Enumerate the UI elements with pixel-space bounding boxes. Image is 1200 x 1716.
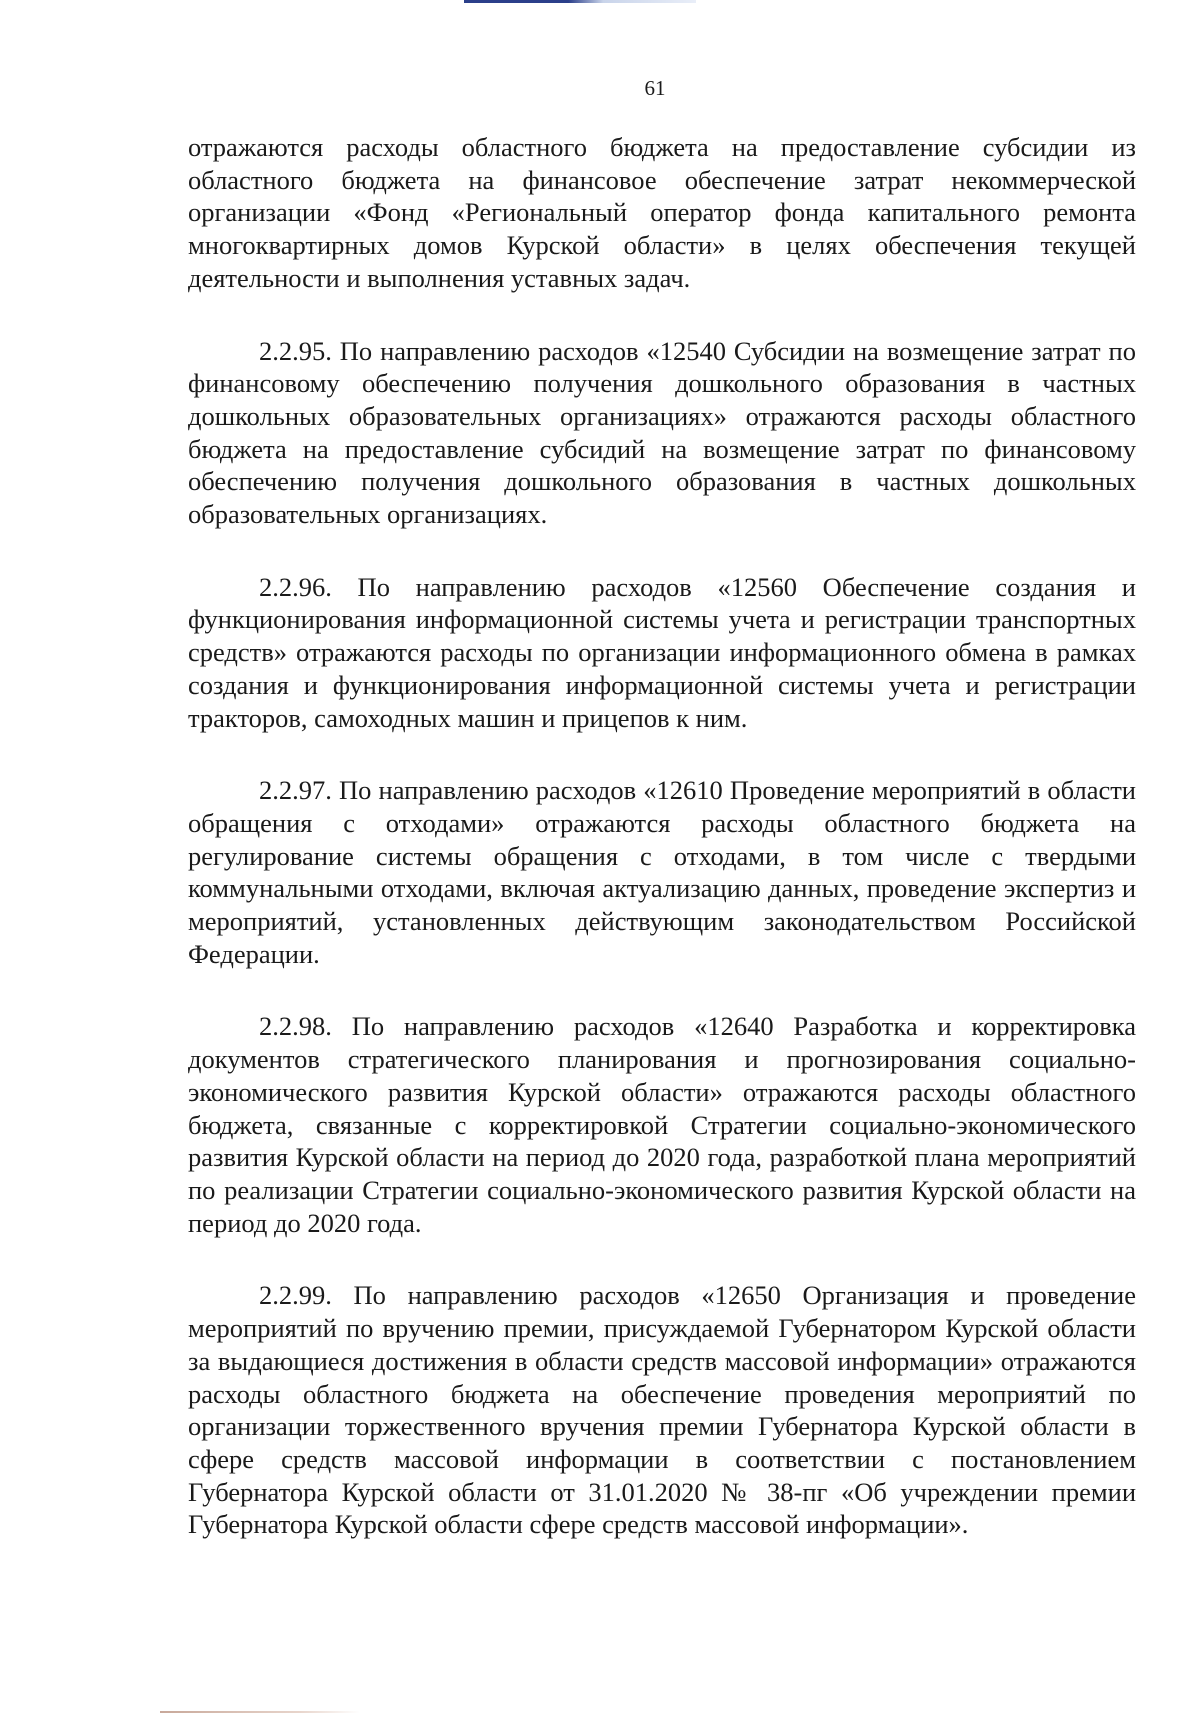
paragraph-2-2-98: 2.2.98. По направлению расходов «12640 Разработка и корректировка документов стратегического планирования и прогнозирования социально-экономического развития Курской области» отражаются расходы областного бюджета, связанные с корректировкой Стратегии социально-экономического развития Курской области на период до 2020 года, разработкой плана мероприятий по реализации Стратегии социально-экономического развития Курской области на период до 2020 года. [188, 1011, 1136, 1238]
scan-edge-mark-top [464, 0, 696, 3]
page-number: 61 [644, 76, 666, 100]
paragraph-2-2-96: 2.2.96. По направлению расходов «12560 Обеспечение создания и функционирования информационной системы учета и регистрации транспортных средств» отражаются расходы по организации информационного обмена в рамках создания и функционирования информационной системы учета и регистрации тракторов, самоходных машин и прицепов к ним. [188, 571, 1136, 733]
paragraph-2-2-99: 2.2.99. По направлению расходов «12650 Организация и проведение мероприятий по вручению премии, присуждаемой Губернатором Курской области за выдающиеся достижения в области средств массовой информации» отражаются расходы областного бюджета на обеспечение проведения мероприятий по организации торжественного вручения премии Губернатора Курской области в сфере средств массовой информации в соответствии с постановлением Губернатора Курской области от 31.01.2020 № 38-пг «Об учреждении премии Губернатора Курской области сфере средств массовой информации». [188, 1280, 1136, 1540]
paragraph-2-2-97: 2.2.97. По направлению расходов «12610 Проведение мероприятий в области обращения с отходами» отражаются расходы областного бюджета на регулирование системы обращения с отходами, в том числе с твердыми коммунальными отходами, включая актуализацию данных, проведение экспертиз и мероприятий, установленных действующим законодательством Российской Федерации. [188, 775, 1136, 969]
document-body [188, 131, 1136, 1581]
paragraph-continuation: отражаются расходы областного бюджета на предоставление субсидии из областного бюджета на финансовое обеспечение затрат некоммерческой организации «Фонд «Региональный оператор фонда капитального ремонта многоквартирных домов Курской области» в целях обеспечения текущей деятельности и выполнения уставных задач. [188, 132, 1136, 293]
scan-edge-mark-bottom [160, 1711, 360, 1713]
paragraph-2-2-95: 2.2.95. По направлению расходов «12540 Субсидии на возмещение затрат по финансовому обеспечению получения дошкольного образования в частных дошкольных образовательных организациях» отражаются расходы областного бюджета на предоставление субсидий на возмещение затрат по финансовому обеспечению получения дошкольного образования в частных дошкольных образовательных организациях. [188, 335, 1136, 530]
